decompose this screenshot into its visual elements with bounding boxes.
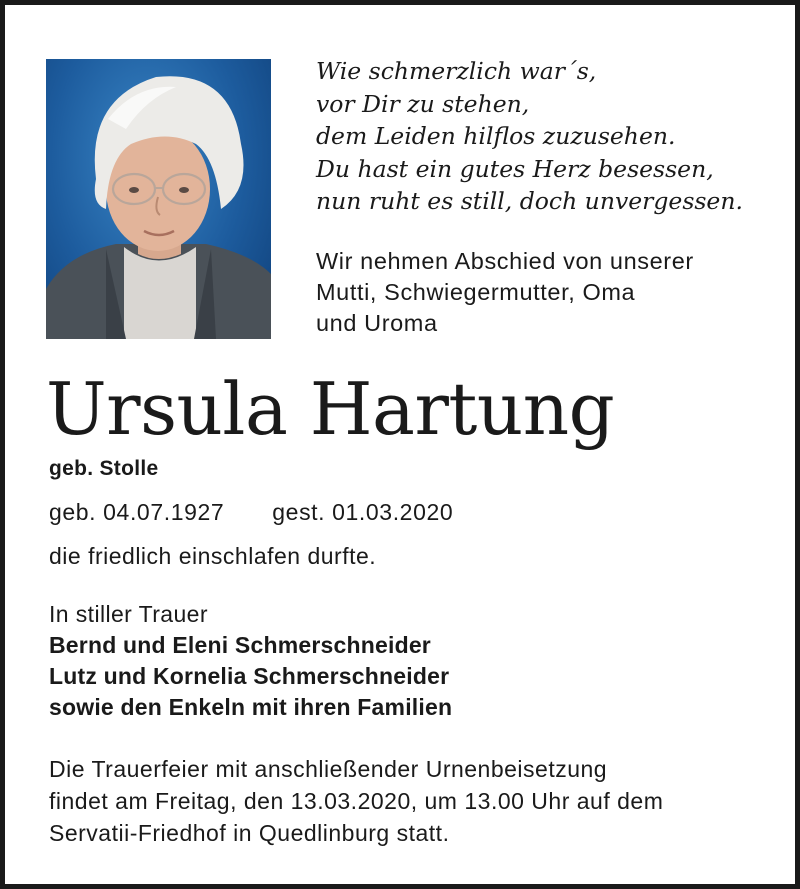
maiden-name: geb. Stolle	[49, 457, 159, 480]
farewell-text	[316, 246, 694, 339]
poem-line: nun ruht es still, doch unvergessen.	[316, 187, 743, 215]
mourner-name: Bernd und Eleni Schmerschneider	[49, 632, 431, 658]
ceremony-line: findet am Freitag, den 13.03.2020, um 13.00 Uhr auf dem	[49, 788, 664, 814]
poem-line: vor Dir zu stehen,	[316, 89, 530, 118]
death-date: gest. 01.03.2020	[272, 499, 454, 525]
deceased-name: Ursula Hartung	[46, 367, 615, 451]
birth-date: geb. 04.07.1927	[49, 499, 225, 525]
memorial-poem	[316, 55, 743, 218]
ceremony-line: Servatii-Friedhof in Quedlinburg statt.	[49, 820, 450, 846]
life-dates	[49, 496, 453, 528]
peaceful-passing-text: die friedlich einschlafen durfte.	[49, 543, 377, 569]
farewell-line: Wir nehmen Abschied von unserer	[316, 248, 694, 274]
poem-line: Wie schmerzlich war´s,	[316, 57, 597, 85]
mourner-name: Lutz und Kornelia Schmerschneider	[49, 663, 450, 689]
mourning-intro: In stiller Trauer	[49, 601, 208, 627]
poem-line: dem Leiden hilflos zuzusehen.	[316, 122, 676, 150]
farewell-line: Mutti, Schwiegermutter, Oma	[316, 279, 636, 305]
poem-line: Du hast ein gutes Herz besessen,	[316, 154, 714, 183]
farewell-line: und Uroma	[316, 310, 438, 336]
mourner-name: sowie den Enkeln mit ihren Familien	[49, 694, 453, 720]
ceremony-info	[49, 753, 663, 849]
mourners-block	[49, 599, 452, 723]
portrait-photo	[46, 59, 271, 339]
ceremony-line: Die Trauerfeier mit anschließender Urnenbeisetzung	[49, 756, 608, 782]
